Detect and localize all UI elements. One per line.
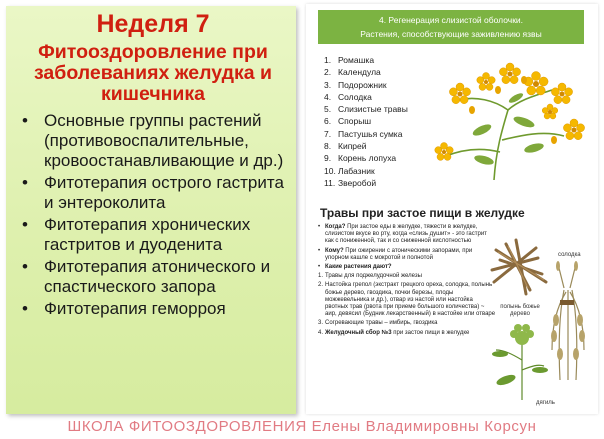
food-stagnation-box <box>306 200 598 414</box>
item-number: 8. <box>324 141 332 152</box>
list-item-bold: Желудочный сбор №3 <box>325 329 392 336</box>
item-number: 1. <box>324 55 332 65</box>
list-item <box>324 115 408 127</box>
question-label: Кому? <box>325 247 344 254</box>
list-item <box>20 111 286 171</box>
question-label: Какие растения дают? <box>325 264 392 271</box>
plant-name: Слизистые травы <box>338 104 408 115</box>
list-item-text: Фитотерапия хронических гастритов и дуоденита <box>44 215 251 254</box>
slide-title: Неделя 7 <box>96 10 210 38</box>
list-item <box>20 299 286 319</box>
item-number: 6. <box>324 116 332 127</box>
list-item-text: Фитотерапия геморроя <box>44 299 226 318</box>
list-item <box>324 103 408 115</box>
bullet-icon: • <box>22 173 28 192</box>
plant-list <box>324 54 408 189</box>
licorice-label: солодка <box>558 252 581 258</box>
plant-name: Кипрей <box>338 141 367 152</box>
plant-name: Солодка <box>338 91 372 102</box>
bullet-icon: • <box>22 111 28 130</box>
plant-name: Пастушья сумка <box>338 128 403 139</box>
item-number: 2. <box>324 67 332 78</box>
item-number: 7. <box>324 128 332 139</box>
school-footer: ШКОЛА ФИТООЗДОРОВЛЕНИЯ Елены Владимировны Корсун <box>67 418 537 435</box>
plant-name: Спорыш <box>338 116 372 127</box>
plant-name: Лабазник <box>338 165 375 176</box>
item-number: 9. <box>324 153 332 164</box>
item-number: 3. <box>324 79 332 90</box>
list-item <box>324 177 408 189</box>
plant-name: Подорожник <box>338 79 387 90</box>
question-when <box>318 224 496 246</box>
herb-text <box>318 224 496 337</box>
list-item <box>324 152 408 164</box>
wormwood-label: полынь божье дерево <box>500 304 540 317</box>
list-item-text: Настойка грепол (экстракт грецкого ореха, солодка, полынь божье дерево, гвоздика, почки березы, плоды можжевельника и др.), отвар из настой или настойка рвотных трав (рвота при приеме большого количества) ~ аир, девясил (Будник лекарственный) в настойке или отваре <box>325 282 496 318</box>
list-item <box>20 173 286 213</box>
item-number: 10. <box>324 165 336 176</box>
list-item <box>324 66 408 78</box>
left-slide <box>6 6 296 414</box>
item-number: 4. <box>324 91 332 102</box>
list-item-text: Согревающие травы – имбирь, гвоздика <box>325 320 438 327</box>
item-number: 5. <box>324 104 332 115</box>
list-item <box>20 215 286 255</box>
bullet-icon: • <box>22 299 28 318</box>
question-label: Когда? <box>325 224 346 230</box>
list-item <box>20 257 286 297</box>
list-item: 3. Согревающие травы – имбирь, гвоздика <box>318 320 438 327</box>
list-item <box>324 54 408 66</box>
list-item-text: Основные группы растений (противовоспалительные, кровоостанавливающие и др.) <box>44 111 284 170</box>
list-item: 2. Настойка грепол (экстракт грецкого ореха, солодка, полынь божье дерево, гвоздика, почки березы, плоды можжевельника и др.), отвар из настой или настойка рвотных трав (рвота при приеме большого количества) ~ аир, девясил (Будник лекарственный) в настойке или отваре <box>318 282 496 318</box>
item-number: 11. <box>324 177 336 188</box>
bullet-icon: • <box>318 224 321 230</box>
section-header-line1: 4. Регенерация слизистой оболочки. <box>378 15 524 25</box>
question-who <box>318 248 496 262</box>
topic-list <box>20 111 286 319</box>
bullet-icon: • <box>22 257 28 276</box>
bullet-icon: • <box>318 247 321 254</box>
list-item <box>324 128 408 140</box>
list-item <box>324 165 408 177</box>
section-header-line2: Растения, способствующие заживлению язвы <box>360 29 542 39</box>
right-slide <box>306 4 598 414</box>
bullet-icon: • <box>318 264 321 271</box>
box-title: Травы при застое пищи в желудке <box>320 206 525 220</box>
list-item-text: при застое пищи в желудке <box>391 329 470 336</box>
question-which <box>318 264 496 271</box>
section-header <box>318 10 584 44</box>
plant-name: Зверобой <box>338 177 377 188</box>
list-item: 4. Желудочный сбор №3 при застое пищи в желудке <box>318 329 470 336</box>
slide-subtitle: Фитооздоровление при заболеваниях желудка и кишечника <box>34 41 272 105</box>
list-item-text: Фитотерапия острого гастрита и энтероколита <box>44 173 284 212</box>
angelica-label: дягиль <box>536 400 555 406</box>
list-item <box>324 79 408 91</box>
plant-name: Корень лопуха <box>338 153 397 164</box>
list-item-text: Травы для поджелудочной железы <box>325 273 422 280</box>
list-item <box>324 140 408 152</box>
plant-name: Ромашка <box>338 55 375 65</box>
list-item: 1. Травы для поджелудочной железы <box>318 273 422 280</box>
plant-name: Календула <box>338 67 381 78</box>
question-text: При ожирении с атоническими запорами, при упорном кашле с мокротой и полнотой <box>325 247 473 261</box>
list-item-text: Фитотерапия атонического и спастического запора <box>44 257 271 296</box>
question-text: При застое еды в желудке, тяжести в желудке, слизистом вкусе во рту, когда «слизь душит» - это гастрит как с пониженной, так и со сниженной кислотностью <box>325 224 487 245</box>
ulcer-healing-box <box>306 4 598 200</box>
list-item <box>324 91 408 103</box>
bullet-icon: • <box>22 215 28 234</box>
st-johns-wort-illustration <box>424 60 594 188</box>
